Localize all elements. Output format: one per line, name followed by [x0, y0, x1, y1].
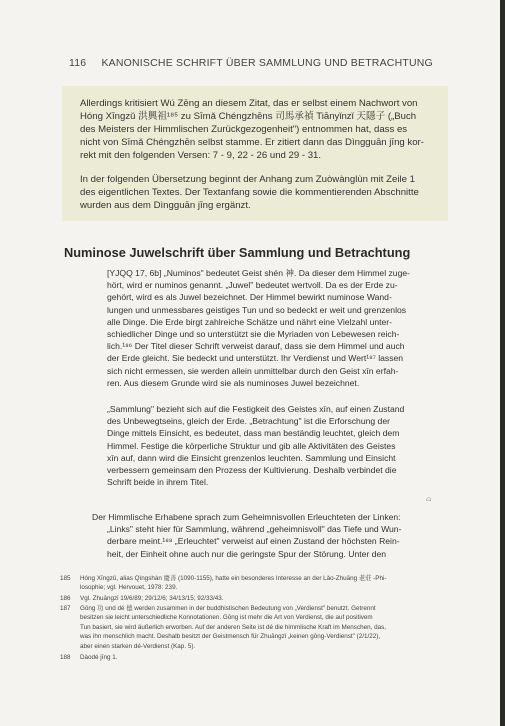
footnote-text: [80, 574, 387, 593]
text-line: des Meisters der Himmlischen Zurückgezogenheit") entnommen hat, dass es: [80, 124, 408, 135]
text-line: Hóng Xīngzǔ 洪興祖¹⁸⁵ zu Sīmǎ Chéngzhēns 司馬承禎 Tiānyǐnzǐ 天隱子 („Buch: [80, 111, 417, 122]
text-line: verbessern gemeinsam den Prozess der Kultivierung. Deshalb verbindet die: [107, 465, 397, 476]
text-line: hört, wird er numinos genannt. „Juwel" bedeutet wertvoll. Da es der Erde zu-: [107, 280, 398, 291]
text-line: wurden aus dem Dìngguān jīng ergänzt.: [80, 200, 251, 211]
text-line: heit, der Einheit ohne auch nur die geringste Spur der Störung. Unter den: [107, 548, 386, 559]
text-line: Gōng 功 und dé 德 werden zusammen in der buddhistischen Bedeutung von „Verdienst" benutzt. Getrennt: [80, 605, 376, 612]
text-line: In der folgenden Übersetzung beginnt der Anhang zum Zuòwànglùn mit Zeile 1: [80, 174, 415, 185]
text-line: Dàodé jīng 1.: [80, 654, 118, 661]
text-line: aber einen starken dé-Verdienst (Kap. 5).: [80, 642, 196, 650]
text-line: ren. Aus diesem Grunde wird sie als numinoses Juwel bezeichnet.: [107, 377, 360, 388]
text-line: Allerdings kritisiert Wú Zēng an diesem Zitat, das er selbst einem Nachwort von: [80, 98, 418, 109]
body-paragraph-1: [107, 267, 459, 389]
footnote-187: [60, 604, 460, 652]
text-line: „Links" steht hier für Sammlung, während „geheimnisvoll" das Tiefe und Wun-: [107, 524, 402, 535]
margin-mark-icon: ⌂: [426, 495, 432, 503]
text-line: xīn auf, dann wird die Einsicht grenzenlos leuchten. Sammlung und Einsicht: [107, 452, 396, 463]
text-line: Himmel. Festige die körperliche Struktur und gib alle Aktivitäten des Geistes: [107, 440, 396, 451]
text-line: „Sammlung" bezieht sich auf die Festigkeit des Geistes xīn, auf einen Zustand: [107, 404, 405, 414]
text-line: Hóng Xīngzǔ, alias Qìngshàn 慶善 (1090-1155), hatte ein besonderes Interesse an der Lǎo-Zhuāng 老莊 -Phi-: [80, 575, 387, 582]
intro-paragraph-1: [80, 97, 440, 162]
footnote-185: [60, 574, 460, 594]
text-line: was ihn menschlich macht. Deshalb besitzt der Geistmensch für Zhuāngzǐ „keinen gōng-Verdienst" (2/1/22),: [80, 633, 381, 641]
text-line: Vgl. Zhuāngzǐ 19/6/89; 29/12/6; 34/13/15; 92/33/43.: [80, 595, 224, 602]
text-line: rekt mit den folgenden Versen: 7 - 9, 22 - 26 und 29 - 31.: [80, 150, 322, 161]
footnote-text: [80, 604, 386, 651]
footnote-text: [80, 594, 224, 603]
text-line: des Unbewegtseins, gleich der Erde. „Betrachtung" ist die Erforschung der: [107, 416, 390, 427]
text-line: Tun basiert, sie wird äußerlich erworben. Auf der anderen Seite ist dé die himmlische Kraft im Menschen, das,: [80, 623, 387, 631]
running-header: [69, 57, 433, 69]
section-title: Numinose Juwelschrift über Sammlung und Betrachtung: [64, 245, 411, 260]
text-line: Dinge mittels Einsicht, es bedeutet, dass man beständig leuchtet, gleich dem: [107, 428, 400, 439]
text-line: losophie; vgl. Hervouet, 1978: 239.: [80, 584, 178, 592]
intro-paragraph-2: [80, 173, 440, 212]
footnote-number: 186: [60, 595, 71, 602]
text-line: alle Dinge. Die Erde birgt zahlreiche Schätze und nährt eine Vielzahl unter-: [107, 316, 393, 327]
text-line: [YJQQ 17, 6b] „Numinos" bedeutet Geist shén 神. Da dieser dem Himmel zuge-: [107, 268, 411, 278]
footnote-number: 187: [60, 605, 71, 612]
text-line: nicht von Sīmǎ Chéngzhēn selbst stamme. Er zitiert dann das Dìngguān jīng kor-: [80, 137, 424, 148]
text-line: schiedlicher Dinge und so unterstützt sie die Myriaden von Lebewesen reich-: [107, 329, 400, 340]
footnote-number: 185: [60, 575, 71, 582]
text-line: lungen und unmessbares geistiges Tun und so bedeckt er weit und grenzenlos: [107, 304, 407, 315]
text-line: gehört, wird es als Juwel bezeichnet. Der Himmel bewirkt numinose Wand-: [107, 292, 392, 303]
text-line: besitzen sie leicht unterschiedliche Konnotationen. Gōng ist mehr die Art von Verdienst, die auf positivem: [80, 614, 373, 622]
book-spine-edge: [500, 0, 505, 726]
footnote-number: 188: [60, 654, 71, 661]
footnote-text: [80, 653, 117, 662]
text-line: der Erde gleicht. Sie bedeckt und unterstützt. Ihr Verdienst und Wert¹⁸⁷ lassen: [107, 353, 404, 364]
text-line: lich.¹⁸⁶ Der Titel dieser Schrift verweist darauf, dass sie dem Himmel und auch: [107, 341, 405, 352]
footnote-186: [60, 594, 460, 604]
running-title: KANONISCHE SCHRIFT ÜBER SAMMLUNG UND BETRACHTUNG: [101, 57, 433, 69]
text-line: Der Himmlische Erhabene sprach zum Geheimnisvollen Erleuchteten der Linken:: [92, 512, 401, 522]
text-line: sich nicht ermessen, sie werden allein unmittelbar durch den Geist xīn erfah-: [107, 365, 399, 376]
footnote-188: [60, 653, 460, 663]
body-paragraph-3: [92, 511, 452, 560]
text-line: des eigentlichen Textes. Der Textanfang sowie die kommentierenden Abschnitte: [80, 187, 419, 198]
text-line: derbare meint.¹⁸⁸ „Erleuchtet" verweist auf einen Zustand der höchsten Rein-: [107, 536, 400, 547]
body-paragraph-2: [107, 403, 459, 488]
page-number: 116: [69, 57, 87, 69]
text-line: Schrift beide in ihrem Titel.: [107, 477, 209, 488]
